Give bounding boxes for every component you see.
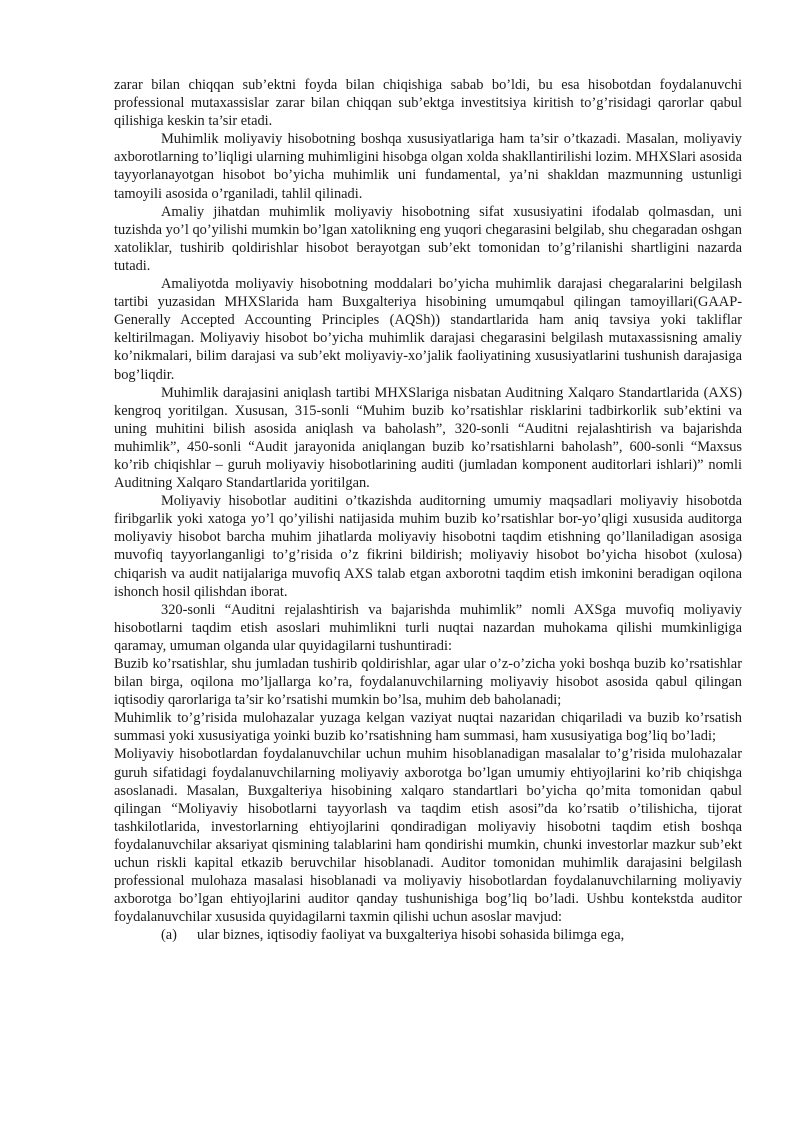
paragraph-practical-aspect: Amaliy jihatdan muhimlik moliyaviy hisobotning sifat xususiyatini ifodalab qolmasdan, uni tuzishda yo’l qo’yilishi mumkin bo’lgan xatolikning eng yuqori chegarasini belgilab, shu chegaradan oshgan xatoliklar, tushirib qoldirishlar hisobot berayotgan sub’ekt tomonidan to’g’rilanishi shartligini nazarda tutadi. [114,203,742,274]
paragraph-continuation: zarar bilan chiqqan sub’ektni foyda bilan chiqishiga sabab bo’ldi, bu esa hisobotdan foydalanuvchi professional mutaxassislar zarar bilan chiqqan sub’ektga investitsiya kiritish to’g’risidagi qarorlar qabul qilishiga keskin ta’sir etadi. [114,77,742,130]
list-item-text: ular biznes, iqtisodiy faoliyat va buxgalteriya hisobi sohasida bilimga ega, [197,927,625,944]
paragraph-materiality-influence: Muhimlik moliyaviy hisobotning boshqa xususiyatlariga ham ta’sir o’tkazadi. Masalan, moliyaviy axborotlarning to’liqligi ularning muhimligini hisobga olgan xolda shakllantirilishi lozim. MHXSlari asosida tayyorlanayotgan hisobot bo’yicha muhimlik uni fundamental, ya’ni shakldan mazmunning ustunligi tamoyili asosida o’rganiladi, tahlil qilinadi. [114,131,742,202]
paragraph-judgements: Muhimlik to’g’risida mulohazalar yuzaga kelgan vaziyat nuqtai nazaridan chiqariladi va buzib ko’rsatish summasi yoki xususiyatiga yoinki buzib ko’rsatishning ham summasi, ham xususiyatiga bog’liq bo’ladi; [114,710,742,745]
list-item [114,926,742,944]
paragraph-isa-320: 320-sonli “Auditni rejalashtirish va bajarishda muhimlik” nomli AXSga muvofiq moliyaviy hisobotlarni taqdim etish asoslari muhimlikni turli nuqtai nazardan muhokama qilishi mumkinligiga qaramay, umuman olganda ular quyidagilarni tushuntiradi: [114,601,742,654]
paragraph-isa-coverage: Muhimlik darajasini aniqlash tartibi MHXSlariga nisbatan Auditning Xalqaro Standartlarida (AXS) kengroq yoritilgan. Xususan, 315-sonli “Muhim buzib ko’rsatishlar risklarini tadbirkorlik sub’ektini va uning muhitini bilish asosida aniqlash va baholash”, 320-sonli “Auditni rejalashtirish va bajarishda muhimlik”, 450-sonli “Audit jarayonida aniqlangan buzib ko’rsatishlarni baholash”, 600-sonli “Maxsus ko’rib chiqishlar – guruh moliyaviy hisobotlarining auditi (jumladan komponent auditorlari ishlari)” nomli Auditning Xalqaro Standartlarida yoritilgan. [114,384,742,492]
paragraph-thresholds-practice: Amaliyotda moliyaviy hisobotning moddalari bo’yicha muhimlik darajasi chegaralarini belgilash tartibi yuzasidan MHXSlarida ham Buxgalteriya hisobining umumqabul qilingan tamoyillari(GAAP-Generally Accepted Accounting Principles (AQSh)) standartlarida ham aniq tavsiya yoki takliflar keltirilmagan. Moliyaviy hisobot bo’yicha muhimlik darajasi chegarasini belgilash mutaxassisning amaliy ko’nikmalari, bilim darajasi va sub’ekt moliyaviy-xo’jalik faoliyatining xususiyatlarini tushunish darajasiga bog’liqdir. [114,276,742,383]
list-item-marker: (a) [161,927,177,944]
paragraph-misstatements: Buzib ko’rsatishlar, shu jumladan tushirib qoldirishlar, agar ular o’z-o’zicha yoki boshqa buzib ko’rsatishlar bilan birga, oqilona mo’ljallarga ko’ra, foydalanuvchilarning moliyaviy hisobot asosida qabul qilingan iqtisodiy qarorlariga ta’sir ko’rsatishi mumkin bo’lsa, muhim deb baholanadi; [114,656,742,709]
paragraph-user-needs: Moliyaviy hisobotlardan foydalanuvchilar uchun muhim hisoblanadigan masalalar to’g’risida mulohazalar guruh sifatidagi foydalanuvchilarning moliyaviy axborotga bo’lgan umumiy ehtiyojlarini ko’rib chiqishga asoslanadi. Masalan, Buxgalteriya hisobining xalqaro standartlari bo’yicha qo’mita tomonidan qabul qilingan “Moliyaviy hisobotlarni tayyorlash va taqdim etish asosi”da ko’rsatib o’tilishicha, tijorat tashkilotlarida, investorlarning ehtiyojlarini qondiradigan moliyaviy hisobotni taqdim etish boshqa foydalanuvchilar aksariyat qismining talablarini ham qondirishi mumkin, chunki investorlar mazkur sub’ekt uchun riskli kapital etkazib beruvchilar hisoblanadi. Auditor tomonidan muhimlik darajasini belgilash professional mulohaza masalasi hisoblanadi va moliyaviy hisobotlardan foydalanuvchilarning moliyaviy axborotga bo’lgan ehtiyojlarini auditor qanday tushunishiga bog’liq bo’ladi. Ushbu kontekstda auditor foydalanuvchilar xususida quyidagilarni taxmin qilishi uchun asoslar mavjud: [114,746,742,926]
document-page [114,76,742,945]
paragraph-audit-objectives: Moliyaviy hisobotlar auditini o’tkazishda auditorning umumiy maqsadlari moliyaviy hisobotda firibgarlik yoki xatoga yo’l qo’yilishi natijasida muhim buzib ko’rsatishlar bor-yo’qligi xususida auditorga moliyaviy hisobot barcha muhim jihatlarda moliyaviy hisobotni taqdim etishning qo’llaniladigan asosiga muvofiq tayyorlanganligi to’g’risida o’z fikrini bildirish; moliyaviy hisobot bo’yicha hisobot (xulosa) chiqarish va audit natijalariga muvofiq AXS talab etgan axborotni taqdim etish imkonini beradigan oqilona ishonch hosil qilishdan iborat. [114,493,742,600]
